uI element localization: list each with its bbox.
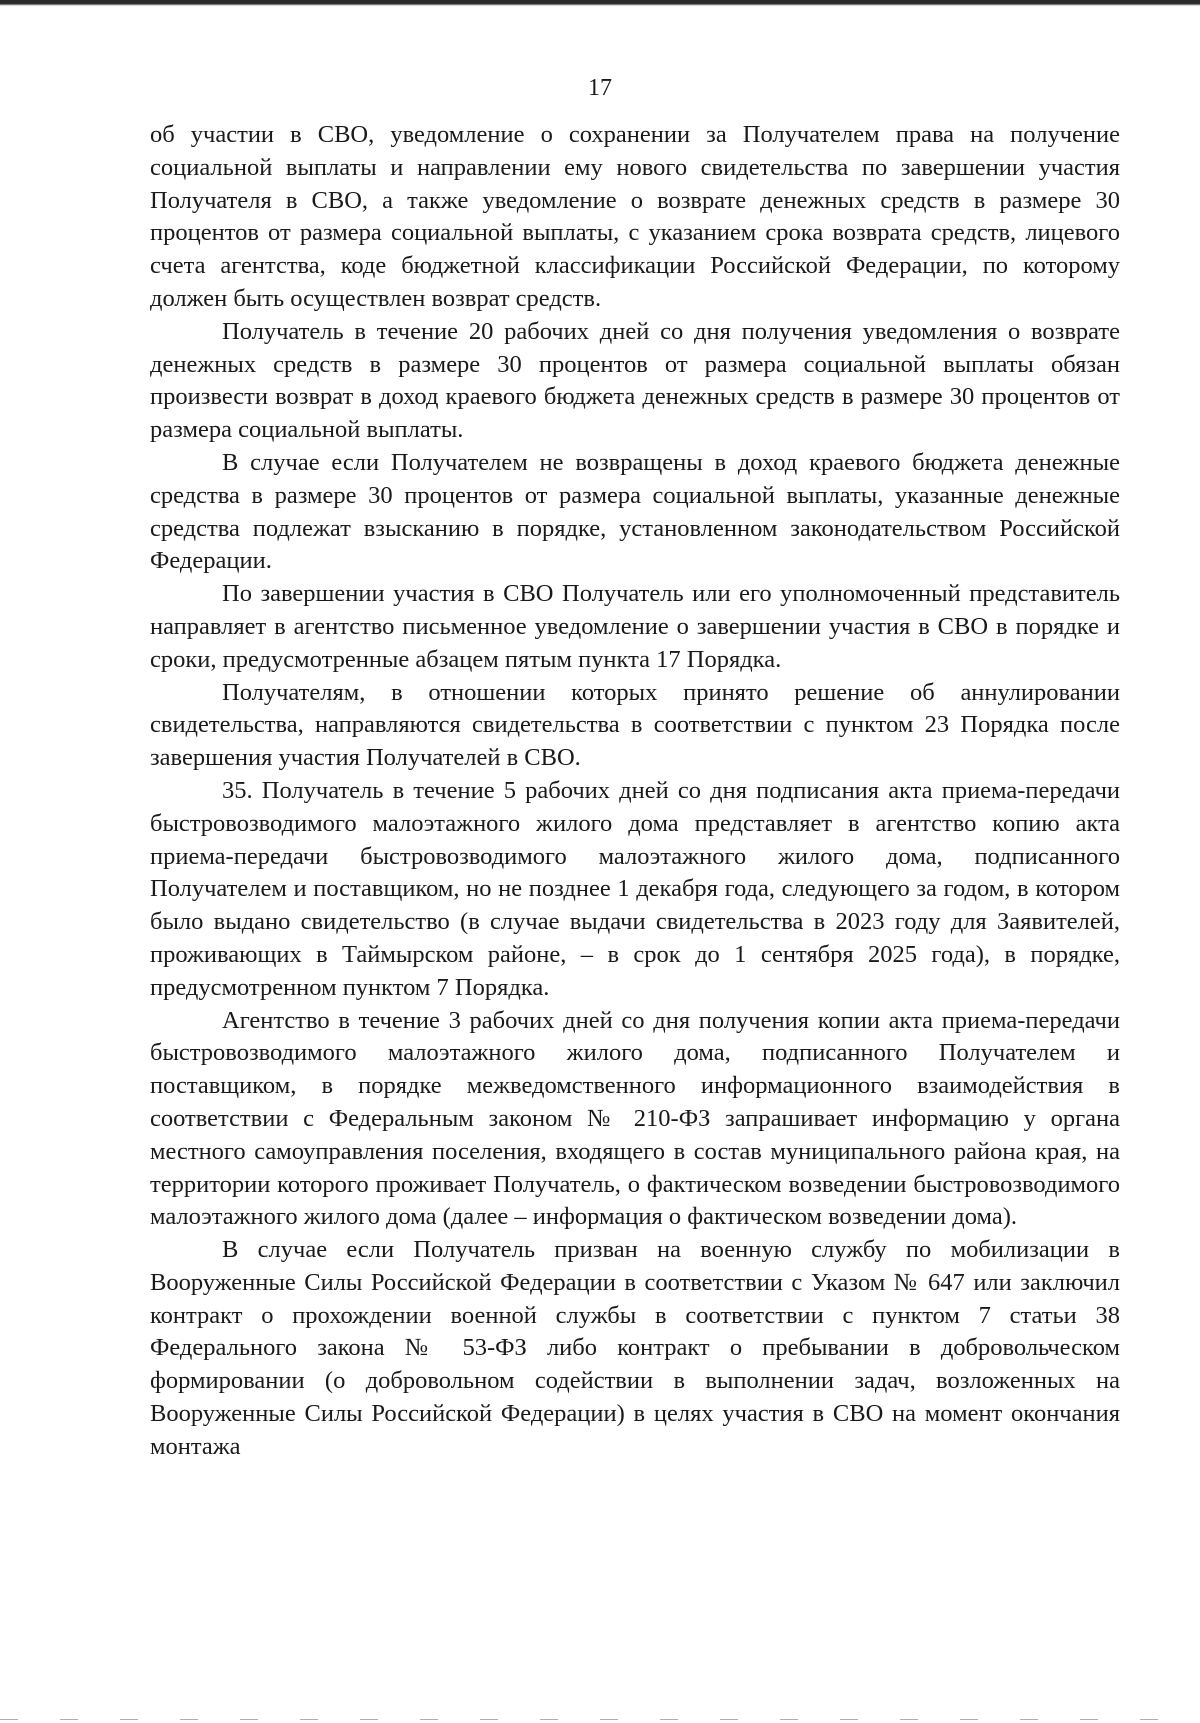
- paragraph-annulled-certificates: Получателям, в отношении которых принято решение об аннулировании свидетельства, направляются свидетельства в соответствии с пунктом 23 Порядка после завершения участия Получателей в СВО.: [150, 678, 1120, 772]
- paragraph-refund-obligation: Получатель в течение 20 рабочих дней со дня получения уведомления о возврате денежных средств в размере 30 процентов от размера социальной выплаты обязан произвести возврат в доход краевого бюджета денежных средств в размере 30 процентов от размера социальной выплаты.: [150, 317, 1120, 444]
- scan-edge-bottom: [0, 1719, 1200, 1720]
- document-body: [150, 119, 1120, 1464]
- paragraph-agency-request: Агентство в течение 3 рабочих дней со дня получения копии акта приема-передачи быстровозводимого малоэтажного жилого дома, подписанного Получателем и поставщиком, в порядке межведомственного информационного взаимодействия в соответствии с Федеральным законом № 210-ФЗ запрашивает информацию у органа местного самоуправления поселения, входящего в состав муниципального района края, на территории которого проживает Получатель, о фактическом возведении быстровозводимого малоэтажного жилого дома (далее – информация о фактическом возведении дома).: [150, 1006, 1120, 1231]
- paragraph-recovery: В случае если Получателем не возвращены в доход краевого бюджета денежные средства в размере 30 процентов от размера социальной выплаты, указанные денежные средства подлежат взысканию в порядке, установленном законодательством Российской Федерации.: [150, 448, 1120, 575]
- paragraph-item-35: 35. Получатель в течение 5 рабочих дней со дня подписания акта приема-передачи быстровозводимого малоэтажного жилого дома представляет в агентство копию акта приема-передачи быстровозводимого малоэтажного жилого дома, подписанного Получателем и поставщиком, но не позднее 1 декабря года, следующего за годом, в котором было выдано свидетельство (в случае выдачи свидетельства в 2023 году для Заявителей, проживающих в Таймырском районе, – в срок до 1 сентября 2025 года), в порядке, предусмотренном пунктом 7 Порядка.: [150, 776, 1120, 1001]
- paragraph-mobilization-case: В случае если Получатель призван на военную службу по мобилизации в Вооруженные Силы Российской Федерации в соответствии с Указом № 647 или заключил контракт о прохождении военной службы в соответствии с пунктом 7 статьи 38 Федерального закона № 53-ФЗ либо контракт о пребывании в добровольческом формировании (о добровольном содействии в выполнении задач, возложенных на Вооруженные Силы Российской Федерации) в целях участия в СВО на момент окончания монтажа: [150, 1236, 1120, 1460]
- scan-edge-top: [0, 0, 1200, 6]
- paragraph-continuation: об участии в СВО, уведомление о сохранении за Получателем права на получение социальной выплаты и направлении ему нового свидетельства по завершении участия Получателя в СВО, а также уведомление о возврате денежных средств в размере 30 процентов от размера социальной выплаты, с указанием срока возврата средств, лицевого счета агентства, коде бюджетной классификации Российской Федерации, по которому должен быть осуществлен возврат средств.: [150, 121, 1120, 312]
- page-number: 17: [588, 75, 612, 101]
- paragraph-completion-notice: По завершении участия в СВО Получатель или его уполномоченный представитель направляет в агентство письменное уведомление о завершении участия в СВО в порядке и сроки, предусмотренные абзацем пятым пункта 17 Порядка.: [150, 580, 1120, 673]
